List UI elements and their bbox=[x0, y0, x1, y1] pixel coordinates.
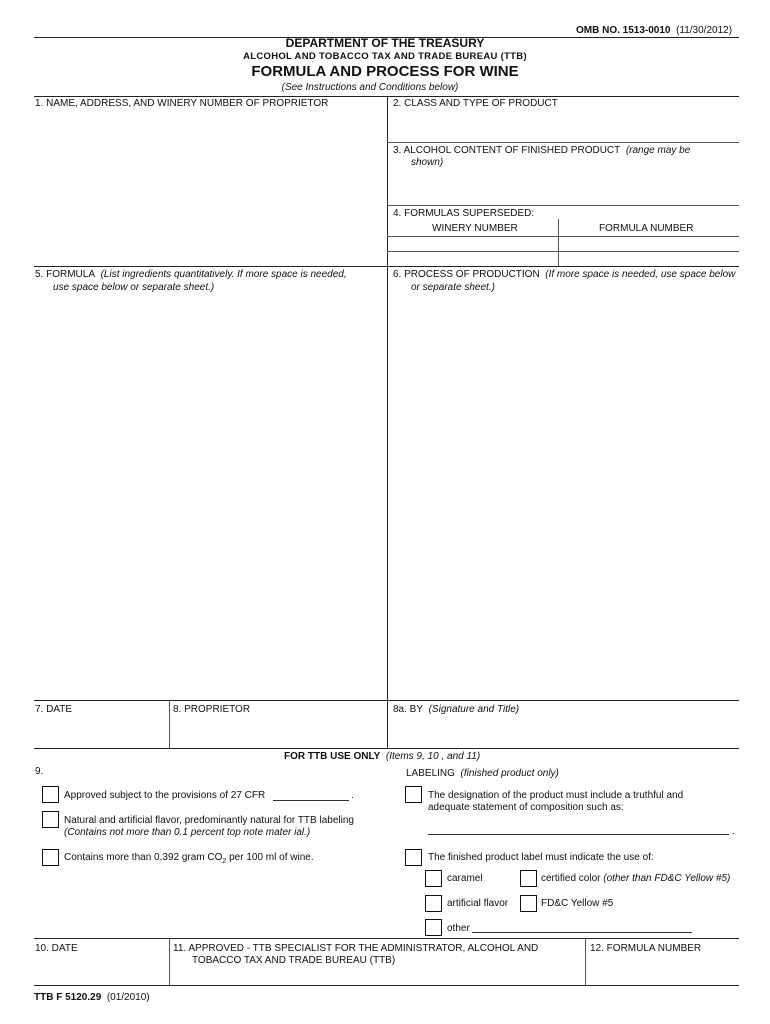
item2-label: 2. CLASS AND TYPE OF PRODUCT bbox=[393, 98, 558, 109]
cfr-period: . bbox=[351, 790, 354, 801]
item8a-input[interactable] bbox=[390, 720, 736, 744]
item5-label: 5. FORMULA (List ingredients quantitatively. If more space is needed, bbox=[35, 269, 347, 280]
approved-checkbox[interactable] bbox=[42, 786, 59, 803]
item6-input[interactable] bbox=[390, 298, 736, 696]
rule-items-5-6-bottom bbox=[34, 700, 739, 701]
fdc-yellow-checkbox[interactable] bbox=[520, 895, 537, 912]
item3-note: shown) bbox=[411, 157, 444, 168]
page-title: FORMULA AND PROCESS FOR WINE bbox=[251, 63, 519, 80]
rule-ttb-top bbox=[34, 748, 739, 749]
item5-note: use space below or separate sheet.) bbox=[53, 282, 215, 293]
item4-winery-input-2[interactable] bbox=[389, 252, 557, 265]
item4-formula-input-1[interactable] bbox=[560, 237, 738, 250]
item10-11-divider bbox=[169, 938, 170, 985]
co2-label: Contains more than 0.392 gram $CO_2$ per 100 ml of wine. bbox=[64, 852, 314, 865]
fdc-yellow-label: FD&C Yellow #5 bbox=[541, 898, 614, 909]
designation-label: The designation of the product must include a truthful and bbox=[428, 790, 684, 801]
item5-input[interactable] bbox=[36, 298, 384, 696]
item6-note: or separate sheet.) bbox=[411, 282, 495, 293]
item3-label: 3. ALCOHOL CONTENT OF FINISHED PRODUCT (range may be bbox=[393, 145, 691, 156]
designation-period: . bbox=[732, 826, 735, 837]
rule-items-10-12-top bbox=[34, 938, 739, 939]
labeling-label: LABELING (finished product only) bbox=[406, 768, 559, 779]
omb-number: OMB NO. 1513-0010 (11/30/2012) bbox=[576, 25, 733, 36]
certified-color-checkbox[interactable] bbox=[520, 870, 537, 887]
rule-bottom bbox=[34, 985, 739, 986]
natural-flavor-note: (Contains not more than 0.1 percent top note mater ial.) bbox=[64, 827, 311, 838]
other-blank bbox=[472, 932, 692, 933]
item11-12-divider bbox=[585, 938, 586, 985]
item7-input[interactable] bbox=[36, 720, 166, 744]
bureau-title: ALCOHOL AND TOBACCO TAX AND TRADE BUREAU (TTB) bbox=[243, 51, 527, 62]
rule-items-1-4-bottom bbox=[34, 266, 739, 267]
caramel-checkbox[interactable] bbox=[425, 870, 442, 887]
center-divider bbox=[387, 96, 388, 748]
artificial-flavor-label: artificial flavor bbox=[447, 898, 509, 909]
co2-checkbox[interactable] bbox=[42, 849, 59, 866]
artificial-flavor-checkbox[interactable] bbox=[425, 895, 442, 912]
item11-label-2: TOBACCO TAX AND TRADE BUREAU (TTB) bbox=[192, 955, 396, 966]
certified-color-label: certified color (other than FD&C Yellow #5) bbox=[541, 873, 731, 884]
item8-label: 8. PROPRIETOR bbox=[173, 704, 251, 715]
item6-label: 6. PROCESS OF PRODUCTION (If more space is needed, use space below bbox=[393, 269, 736, 280]
cfr-blank bbox=[273, 800, 349, 801]
item7-label: 7. DATE bbox=[35, 704, 73, 715]
item4-formula-input-2[interactable] bbox=[560, 252, 738, 265]
label-must-label: The finished product label must indicate the use of: bbox=[428, 852, 654, 863]
other-label: other bbox=[447, 923, 470, 934]
item4-winery-input-1[interactable] bbox=[389, 237, 557, 250]
rule-item2-bottom bbox=[387, 142, 739, 143]
item1-label: 1. NAME, ADDRESS, AND WINERY NUMBER OF PROPRIETOR bbox=[35, 98, 329, 109]
caramel-label: caramel bbox=[447, 873, 483, 884]
designation-label-2: adequate statement of composition such as: bbox=[428, 802, 624, 813]
designation-checkbox[interactable] bbox=[405, 786, 422, 803]
natural-flavor-label: Natural and artificial flavor, predominantly natural for TTB labeling bbox=[64, 815, 354, 826]
item8-input[interactable] bbox=[172, 720, 384, 744]
form-id: TTB F 5120.29 (01/2010) bbox=[34, 992, 150, 1003]
item12-label: 12. FORMULA NUMBER bbox=[590, 943, 702, 954]
item4-col-divider bbox=[558, 219, 559, 266]
rule-item3-bottom bbox=[387, 205, 739, 206]
item4-label: 4. FORMULAS SUPERSEDED: bbox=[393, 208, 535, 219]
instructions-note: (See Instructions and Conditions below) bbox=[281, 82, 459, 93]
other-checkbox[interactable] bbox=[425, 919, 442, 936]
ttb-use-heading: FOR TTB USE ONLY (Items 9, 10 , and 11) bbox=[284, 751, 481, 762]
item8a-label: 8a. BY (Signature and Title) bbox=[393, 704, 520, 715]
designation-blank bbox=[428, 834, 729, 835]
item10-label: 10. DATE bbox=[35, 943, 78, 954]
item9-label: 9. bbox=[35, 766, 44, 777]
item2-input[interactable] bbox=[390, 112, 736, 140]
item3-input[interactable] bbox=[390, 171, 736, 203]
department-title: DEPARTMENT OF THE TREASURY bbox=[285, 36, 485, 50]
item7-8-divider bbox=[169, 700, 170, 748]
item4-col-formula: FORMULA NUMBER bbox=[599, 223, 694, 234]
approved-label: Approved subject to the provisions of 27 CFR bbox=[64, 790, 266, 801]
item4-col-winery: WINERY NUMBER bbox=[432, 223, 518, 234]
item11-label: 11. APPROVED - TTB SPECIALIST FOR THE ADMINISTRATOR, ALCOHOL AND bbox=[173, 943, 539, 954]
natural-flavor-checkbox[interactable] bbox=[42, 811, 59, 828]
label-must-checkbox[interactable] bbox=[405, 849, 422, 866]
item1-input[interactable] bbox=[36, 112, 384, 262]
